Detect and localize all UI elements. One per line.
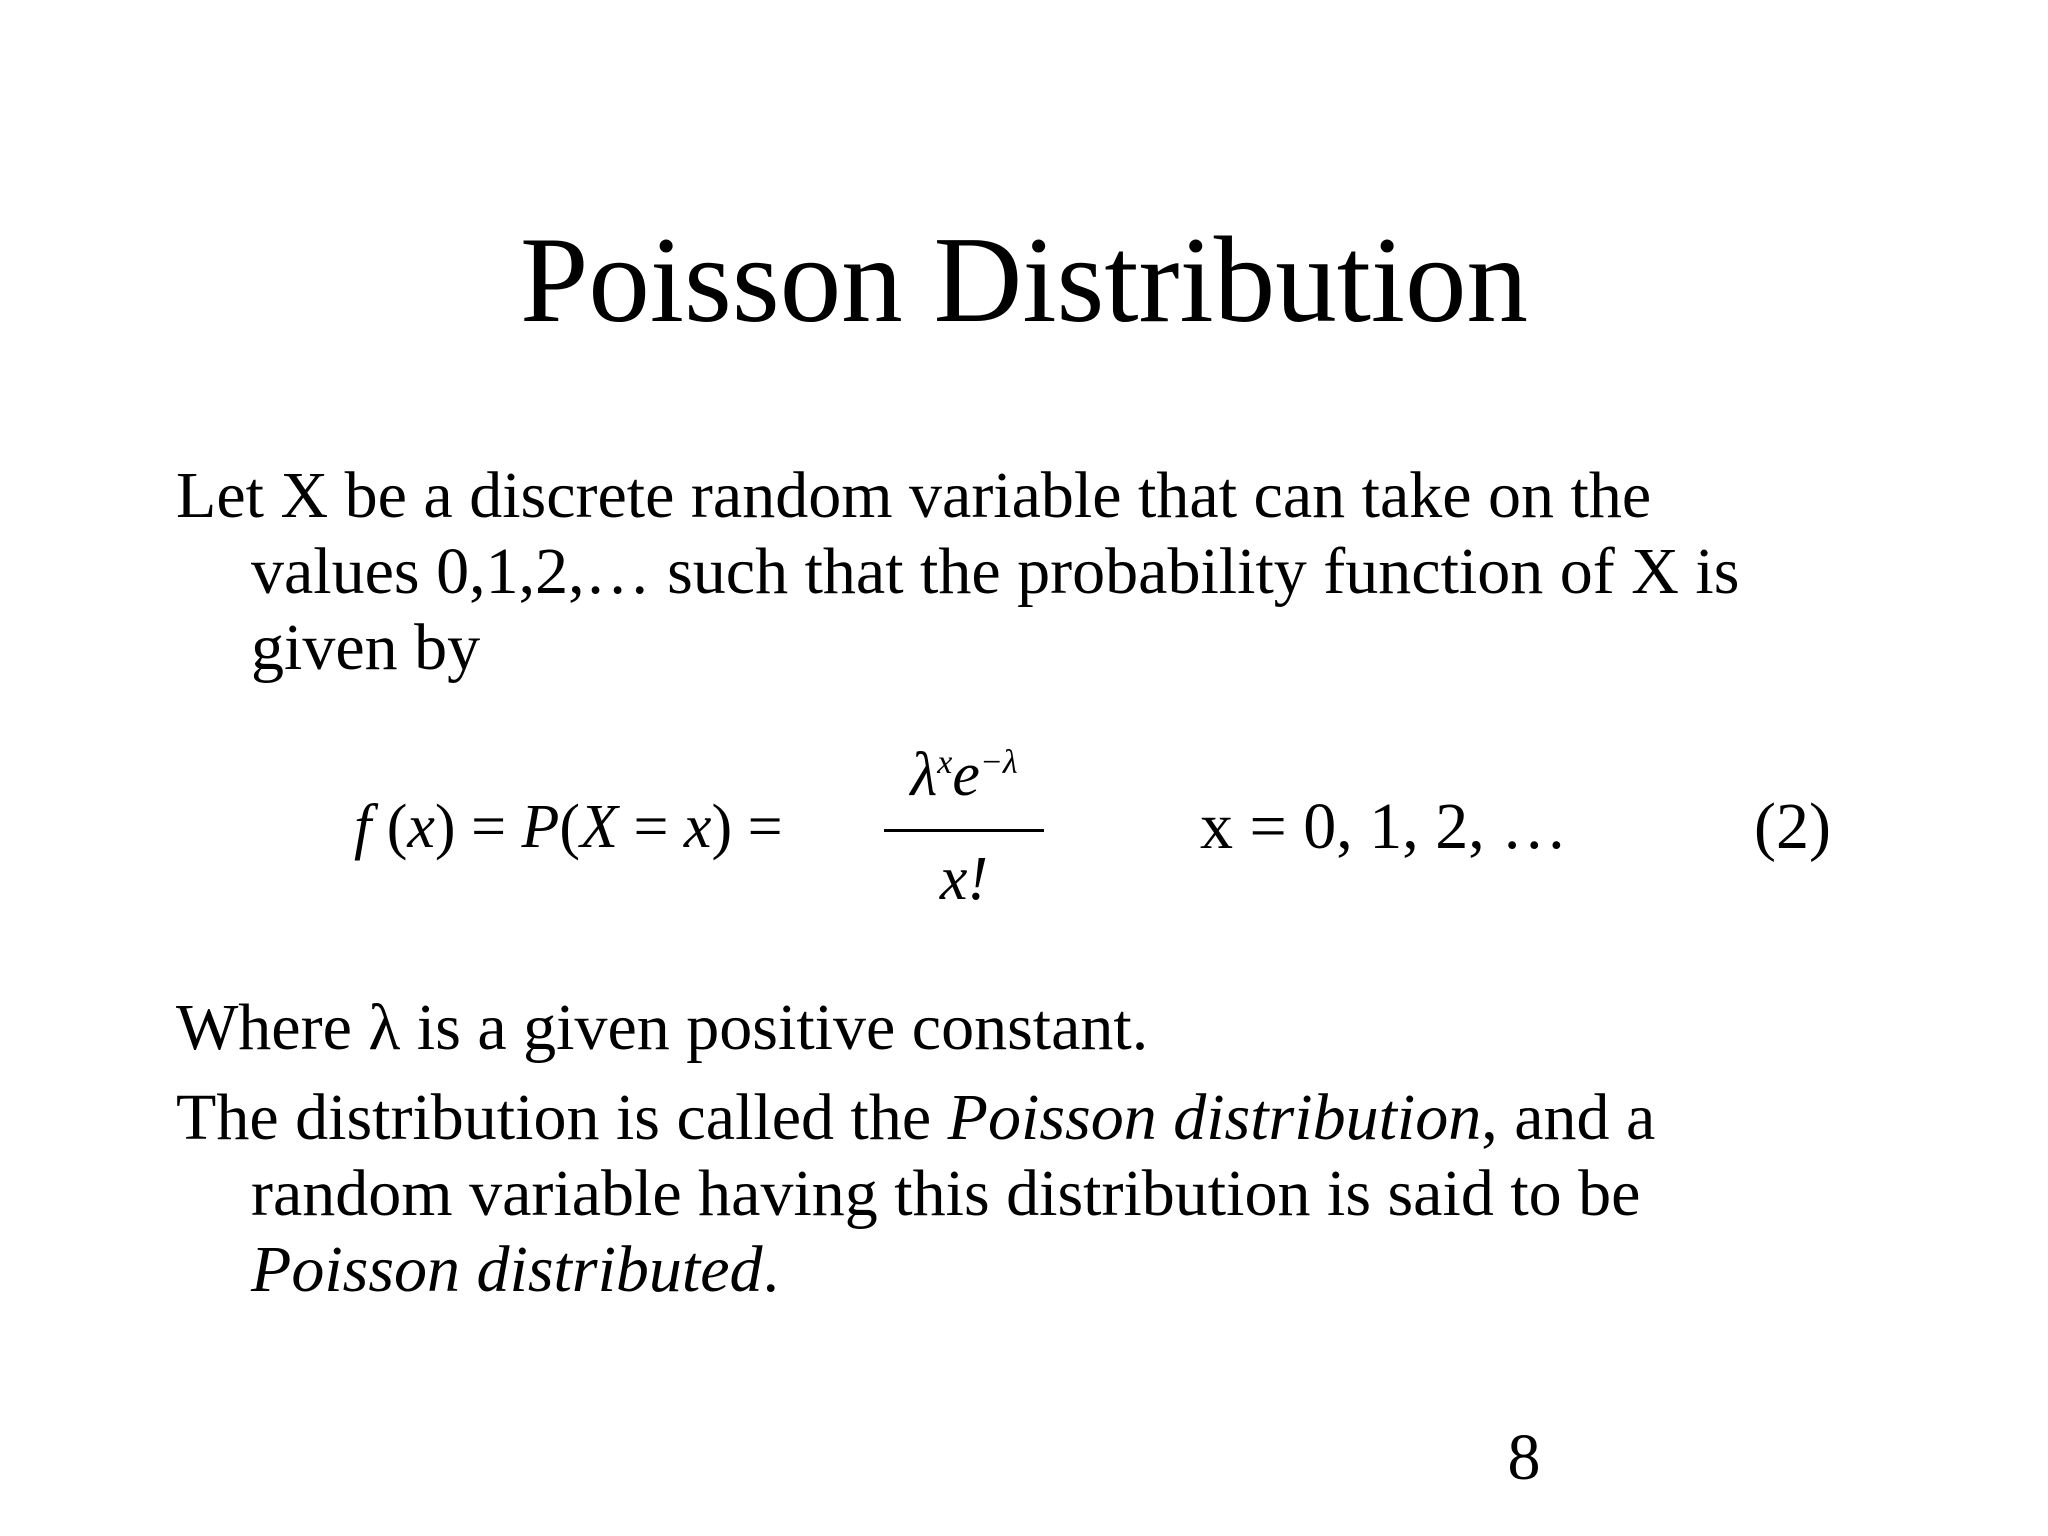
equation-domain: x = 0, 1, 2, … <box>1200 790 1568 863</box>
equation-fraction <box>884 740 1044 920</box>
fraction-numerator <box>884 740 1044 820</box>
definition-paragraph <box>176 1080 1876 1308</box>
definition-line-1-start: The distribution is called the <box>176 1081 948 1154</box>
equation-number: (2) <box>1754 790 1831 863</box>
num-e: e <box>952 741 980 809</box>
slide-title: Poisson Distribution <box>519 211 1529 348</box>
definition-line-2: random variable having this distribution is said to be <box>251 1157 1641 1230</box>
eq-lparen-1: ( <box>371 793 408 861</box>
definition-term-poisson-distributed: Poisson distributed <box>251 1233 763 1306</box>
equation-lhs <box>354 789 783 865</box>
definition-line-1 <box>176 1080 1876 1156</box>
definition-term-poisson-distribution: Poisson distribution <box>947 1081 1482 1154</box>
eq-X: X <box>580 793 618 861</box>
definition-line-3 <box>176 1232 1876 1308</box>
fraction-bar <box>884 829 1044 832</box>
fraction-denominator: x! <box>939 845 989 913</box>
page-number: 8 <box>1507 1421 1541 1494</box>
num-lambda: λ <box>910 741 938 809</box>
eq-inner-equals: = <box>617 793 684 861</box>
eq-f: f <box>354 793 372 861</box>
eq-rparen-1: ) = <box>434 793 522 861</box>
poisson-equation <box>354 740 1854 920</box>
intro-line-3: given by <box>251 611 481 684</box>
intro-line-1: Let X be a discrete random variable that can take on the <box>176 459 1652 532</box>
num-exponent-neg-lambda: −λ <box>979 744 1018 781</box>
eq-rparen-2: ) = <box>711 793 783 861</box>
lambda-note: Where λ is a given positive constant. <box>176 991 1149 1064</box>
definition-line-1-end: , and a <box>1481 1081 1656 1154</box>
eq-P: P <box>521 793 560 861</box>
lambda-note-paragraph <box>176 990 1876 1066</box>
eq-x-2: x <box>683 793 712 861</box>
eq-lparen-2: ( <box>559 793 581 861</box>
definition-line-3-end: . <box>762 1233 780 1306</box>
intro-line-2: values 0,1,2,… such that the probability function of X is <box>251 535 1740 608</box>
eq-x-1: x <box>407 793 435 861</box>
num-exponent-x: x <box>937 744 953 781</box>
intro-paragraph <box>176 458 1876 686</box>
